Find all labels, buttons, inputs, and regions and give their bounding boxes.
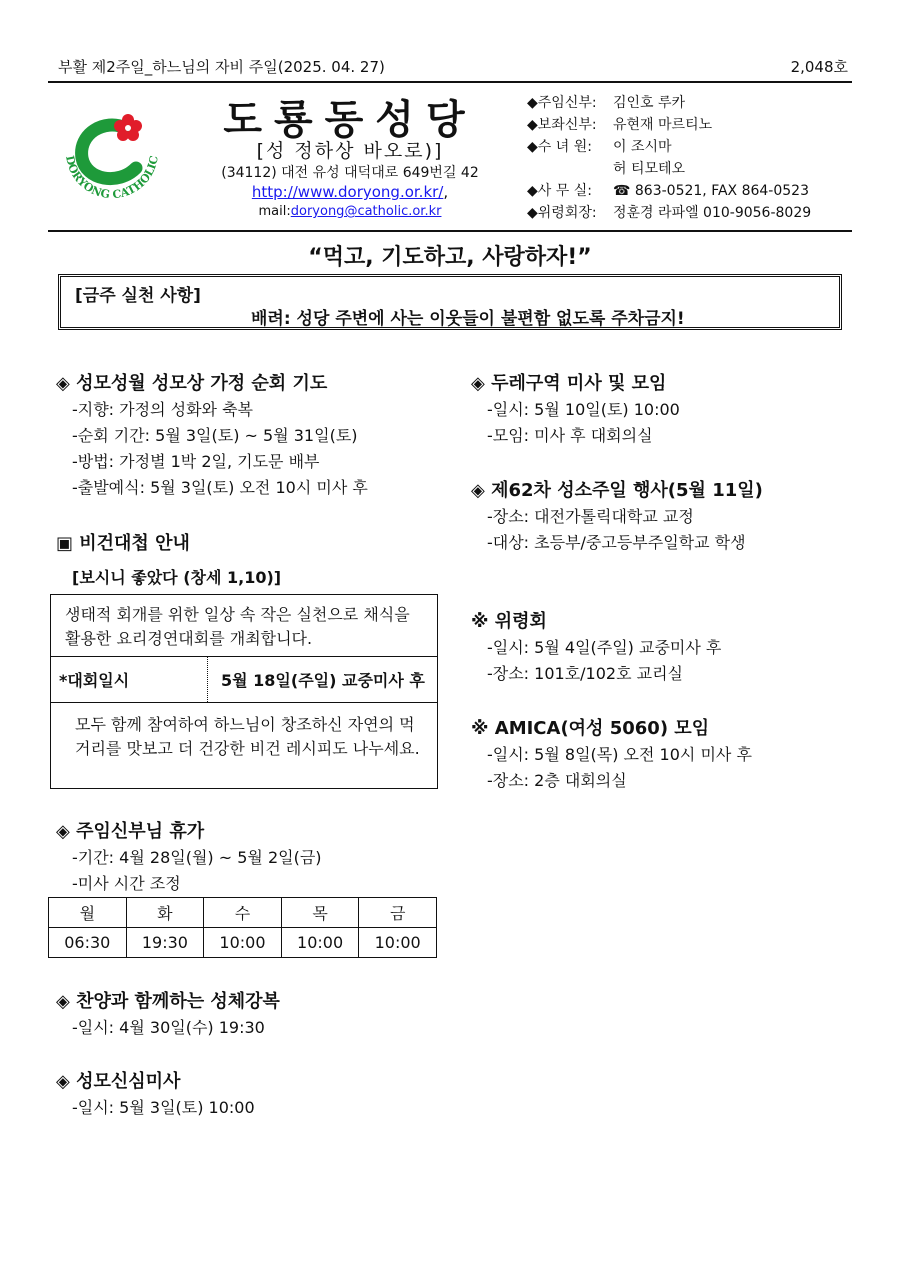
durae-line: -모임: 미사 후 대회의실	[487, 426, 653, 445]
vegan-intro: 생태적 회개를 위한 일상 속 작은 실천으로 채식을 활용한 요리경연대회를 개최합니다.	[65, 605, 410, 648]
durae-line: -일시: 5월 10일(토) 10:00	[487, 400, 680, 419]
mass-day-cell: 목	[281, 898, 359, 928]
practice-body: 배려: 성당 주변에 사는 이웃들이 불편함 없도록 주차금지!	[251, 309, 685, 329]
rosary-line: -순회 기간: 5월 3일(토) ~ 5월 31일(토)	[72, 426, 358, 445]
motto: “먹고, 기도하고, 사랑하자!”	[308, 245, 592, 270]
staff-value: 허 티모테오	[613, 161, 686, 177]
wiryeong-line: -장소: 101호/102호 교리실	[487, 664, 683, 683]
staff-row	[527, 92, 852, 114]
heart-mass-line: -일시: 5월 3일(토) 10:00	[72, 1098, 255, 1117]
staff-label: ◆수 녀 원:	[527, 139, 592, 155]
mail-line	[195, 204, 505, 219]
mass-day-cell: 화	[126, 898, 204, 928]
practice-title: [금주 실천 사항]	[75, 286, 201, 306]
church-name: 도룡동성당	[223, 97, 477, 143]
vegan-date-value: 5월 18일(주일) 교중미사 후	[221, 671, 425, 690]
vocation-line: -장소: 대전가톨릭대학교 교정	[487, 507, 694, 526]
staff-row	[527, 158, 852, 180]
staff-row	[527, 202, 852, 224]
staff-label: ◆위령회장:	[527, 205, 597, 221]
mass-time-cell: 10:00	[204, 928, 282, 958]
staff-label	[527, 158, 613, 180]
logo-text: DORYONG CATHOLIC	[63, 154, 161, 202]
issue-title: 부활 제2주일_하느님의 자비 주일(2025. 04. 27)	[58, 58, 385, 76]
staff-list	[527, 92, 852, 224]
rosary-title: ◈ 성모성월 성모상 가정 순회 기도	[56, 373, 328, 394]
mass-schedule-table	[48, 897, 437, 958]
vegan-date-label: *대회일시	[59, 671, 130, 690]
durae-title: ◈ 두레구역 미사 및 모임	[471, 373, 667, 394]
staff-value: ☎ 863-0521, FAX 864-0523	[613, 183, 809, 199]
staff-label: ◆주임신부:	[527, 95, 597, 111]
header-rule-bottom	[48, 230, 852, 232]
weekly-practice-box	[58, 274, 842, 330]
staff-value: 정훈경 라파엘 010-9056-8029	[613, 205, 812, 221]
mass-time-cell: 06:30	[49, 928, 127, 958]
homepage-line	[195, 183, 505, 201]
adoration-line: -일시: 4월 30일(수) 19:30	[72, 1018, 265, 1037]
staff-row	[527, 136, 852, 158]
mass-day-cell: 월	[49, 898, 127, 928]
homepage-link[interactable]: http://www.doryong.or.kr/	[251, 183, 444, 201]
issue-number: 2,048호	[790, 58, 848, 76]
vegan-date-separator	[207, 657, 208, 702]
mass-time-cell: 10:00	[281, 928, 359, 958]
rosary-line: -출발예식: 5월 3일(토) 오전 10시 미사 후	[72, 478, 368, 497]
vegan-caption: [보시니 좋았다 (창세 1,10)]	[72, 568, 282, 587]
amica-line: -일시: 5월 8일(목) 오전 10시 미사 후	[487, 745, 752, 764]
vocation-line: -대상: 초등부/중고등부주일학교 학생	[487, 533, 746, 552]
adoration-title: ◈ 찬양과 함께하는 성체강복	[56, 991, 280, 1012]
vacation-title: ◈ 주임신부님 휴가	[56, 821, 205, 842]
mass-time-cell: 10:00	[359, 928, 437, 958]
patron-saint: [성 정하상 바오로)]	[256, 140, 444, 162]
wiryeong-title: ※ 위령회	[471, 611, 547, 632]
header-rule-top	[48, 81, 852, 83]
vocation-title: ◈ 제62차 성소주일 행사(5월 11일)	[471, 480, 763, 501]
mass-day-cell: 수	[204, 898, 282, 928]
mass-day-cell: 금	[359, 898, 437, 928]
vacation-line: -기간: 4월 28일(월) ~ 5월 2일(금)	[72, 848, 322, 867]
mass-days-row	[49, 898, 437, 928]
vacation-line: -미사 시간 조정	[72, 874, 181, 893]
parish-logo-icon	[56, 100, 168, 212]
mass-time-cell: 19:30	[126, 928, 204, 958]
mail-prefix: mail:	[258, 204, 291, 219]
staff-label: ◆보좌신부:	[527, 117, 597, 133]
staff-label: ◆사 무 실:	[527, 183, 592, 199]
wiryeong-line: -일시: 5월 4일(주일) 교중미사 후	[487, 638, 722, 657]
staff-value: 김인호 루카	[613, 95, 686, 111]
staff-value: 이 조시마	[613, 139, 672, 155]
mail-link[interactable]: doryong@catholic.or.kr	[290, 204, 442, 219]
amica-title: ※ AMICA(여성 5060) 모임	[471, 718, 710, 739]
staff-row	[527, 180, 852, 202]
vegan-title: ▣ 비건대첩 안내	[56, 533, 190, 554]
staff-row	[527, 114, 852, 136]
rosary-line: -방법: 가정별 1박 2일, 기도문 배부	[72, 452, 320, 471]
vegan-outro: 모두 함께 참여하여 하느님이 창조하신 자연의 먹거리를 맛보고 더 건강한 비건 레시피도 나누세요.	[75, 715, 420, 758]
homepage-suffix: ,	[443, 183, 449, 201]
church-address: (34112) 대전 유성 대덕대로 649번길 42	[221, 165, 479, 181]
staff-value: 유현재 마르티노	[613, 117, 713, 133]
issue-line	[48, 54, 852, 78]
rosary-line: -지향: 가정의 성화와 축복	[72, 400, 253, 419]
heart-mass-title: ◈ 성모신심미사	[56, 1071, 181, 1092]
vegan-info-box	[50, 594, 438, 789]
amica-line: -장소: 2층 대회의실	[487, 771, 627, 790]
mass-times-row	[49, 928, 437, 958]
